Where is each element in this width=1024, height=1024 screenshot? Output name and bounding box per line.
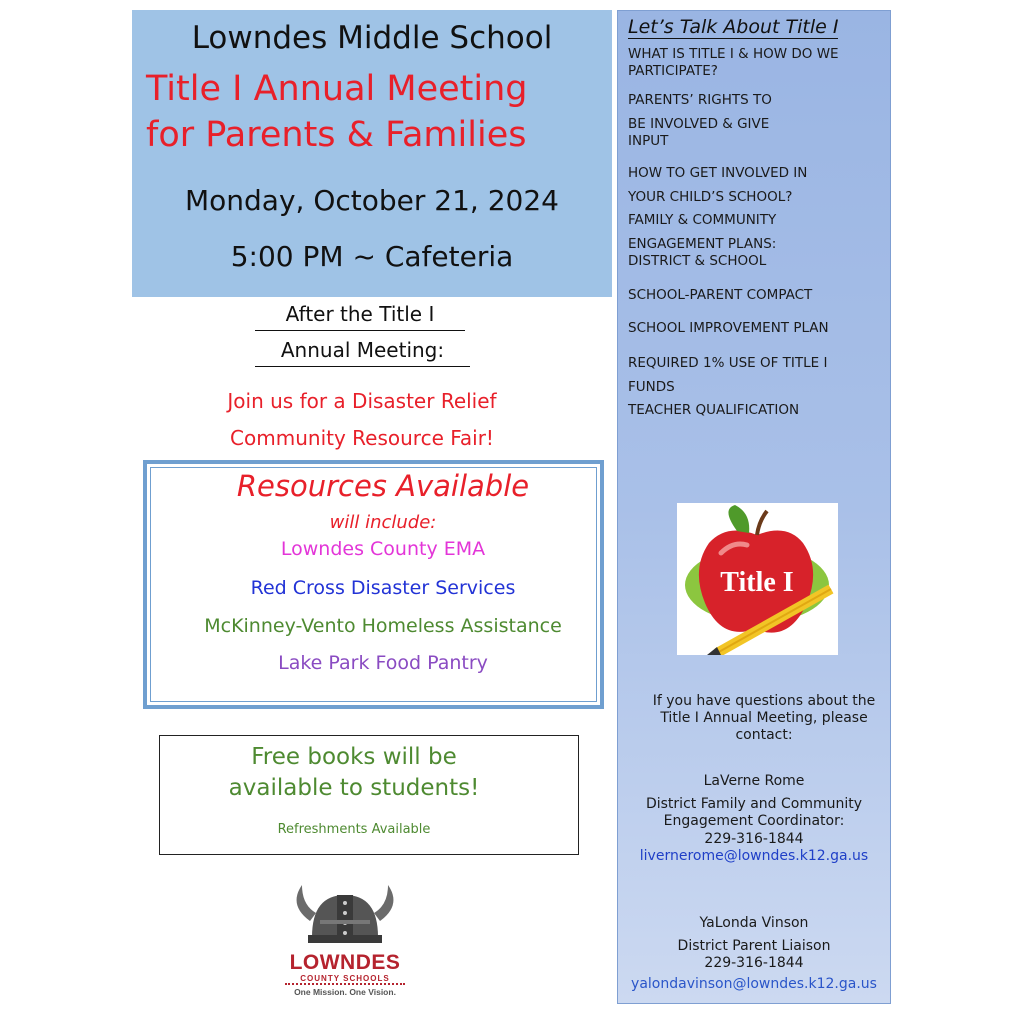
topic-line: BE INVOLVED & GIVE [628,116,770,132]
meeting-date: Monday, October 21, 2024 [185,184,559,217]
contact-2-role: District Parent Liaison [677,938,831,954]
questions-line: If you have questions about the [652,693,876,709]
resource-fair-invite [132,383,592,457]
viking-helmet-icon [280,875,410,1005]
meeting-time: 5:00 PM ~ Cafeteria [230,240,514,273]
topic-line: DISTRICT & SCHOOL [628,253,767,269]
topic-line: TEACHER QUALIFICATION [628,402,800,418]
books-line2: available to students! [228,775,480,801]
sidebar-heading: Let’s Talk About Title I [628,16,839,38]
topic-line: YOUR CHILD’S SCHOOL? [628,189,793,205]
topic-line: FAMILY & COMMUNITY [628,212,777,228]
apple-label: Title I [720,567,794,598]
logo-sub: COUNTY SCHOOLS [300,974,390,983]
topic-line: PARTICIPATE? [628,63,718,79]
join-line2: Community Resource Fair! [230,426,494,450]
topic-line: HOW TO GET INVOLVED IN [628,165,808,181]
free-books-message [159,742,549,804]
contact-2-phone: 229-316-1844 [704,955,804,971]
topic-line: INPUT [628,133,669,149]
meeting-title [146,66,527,158]
questions-note [632,693,896,744]
apple-icon [677,503,838,655]
resource-item: Red Cross Disaster Services [250,577,516,599]
topic-line: FUNDS [628,379,675,395]
logo-divider [285,983,405,985]
topic-line: WHAT IS TITLE I & HOW DO WE [628,46,839,62]
contact-1-phone: 229-316-1844 [704,831,804,847]
lowndes-logo [280,875,410,1005]
books-line1: Free books will be [251,744,457,770]
topic-line: SCHOOL-PARENT COMPACT [628,287,813,303]
after-heading-line2: Annual Meeting: [255,338,470,367]
questions-line: Title I Annual Meeting, please [660,710,868,726]
after-heading-line1: After the Title I [255,302,465,331]
resources-title: Resources Available [236,469,530,503]
contact-2-email-link[interactable]: yalondavinson@lowndes.k12.ga.us [631,976,877,992]
title-one-apple-image [677,503,838,655]
refreshments-note: Refreshments Available [277,822,431,837]
questions-line: contact: [735,727,793,743]
resource-item: McKinney-Vento Homeless Assistance [204,615,562,637]
meeting-title-line2: for Parents & Families [146,115,527,155]
join-line1: Join us for a Disaster Relief [227,389,497,413]
contact-1-email-link[interactable]: livernerome@lowndes.k12.ga.us [639,848,869,864]
topic-line: PARENTS’ RIGHTS TO [628,92,772,108]
topic-line: SCHOOL IMPROVEMENT PLAN [628,320,829,336]
contact-1-name: LaVerne Rome [703,773,805,789]
resource-item: Lake Park Food Pantry [278,652,488,674]
contact-1-role [617,796,891,830]
topic-line: REQUIRED 1% USE OF TITLE I [628,355,828,371]
contact-1-role-line2: Engagement Coordinator: [663,813,845,829]
logo-name: LOWNDES [289,951,401,974]
logo-tagline: One Mission. One Vision. [294,987,396,997]
resource-item: Lowndes County EMA [280,538,486,560]
contact-1-role-line1: District Family and Community [645,796,863,812]
school-name: Lowndes Middle School [191,20,553,56]
topic-line: ENGAGEMENT PLANS: [628,236,777,252]
contact-2-name: YaLonda Vinson [699,915,809,931]
resources-subtitle: will include: [329,512,437,533]
meeting-title-line1: Title I Annual Meeting [146,69,528,109]
